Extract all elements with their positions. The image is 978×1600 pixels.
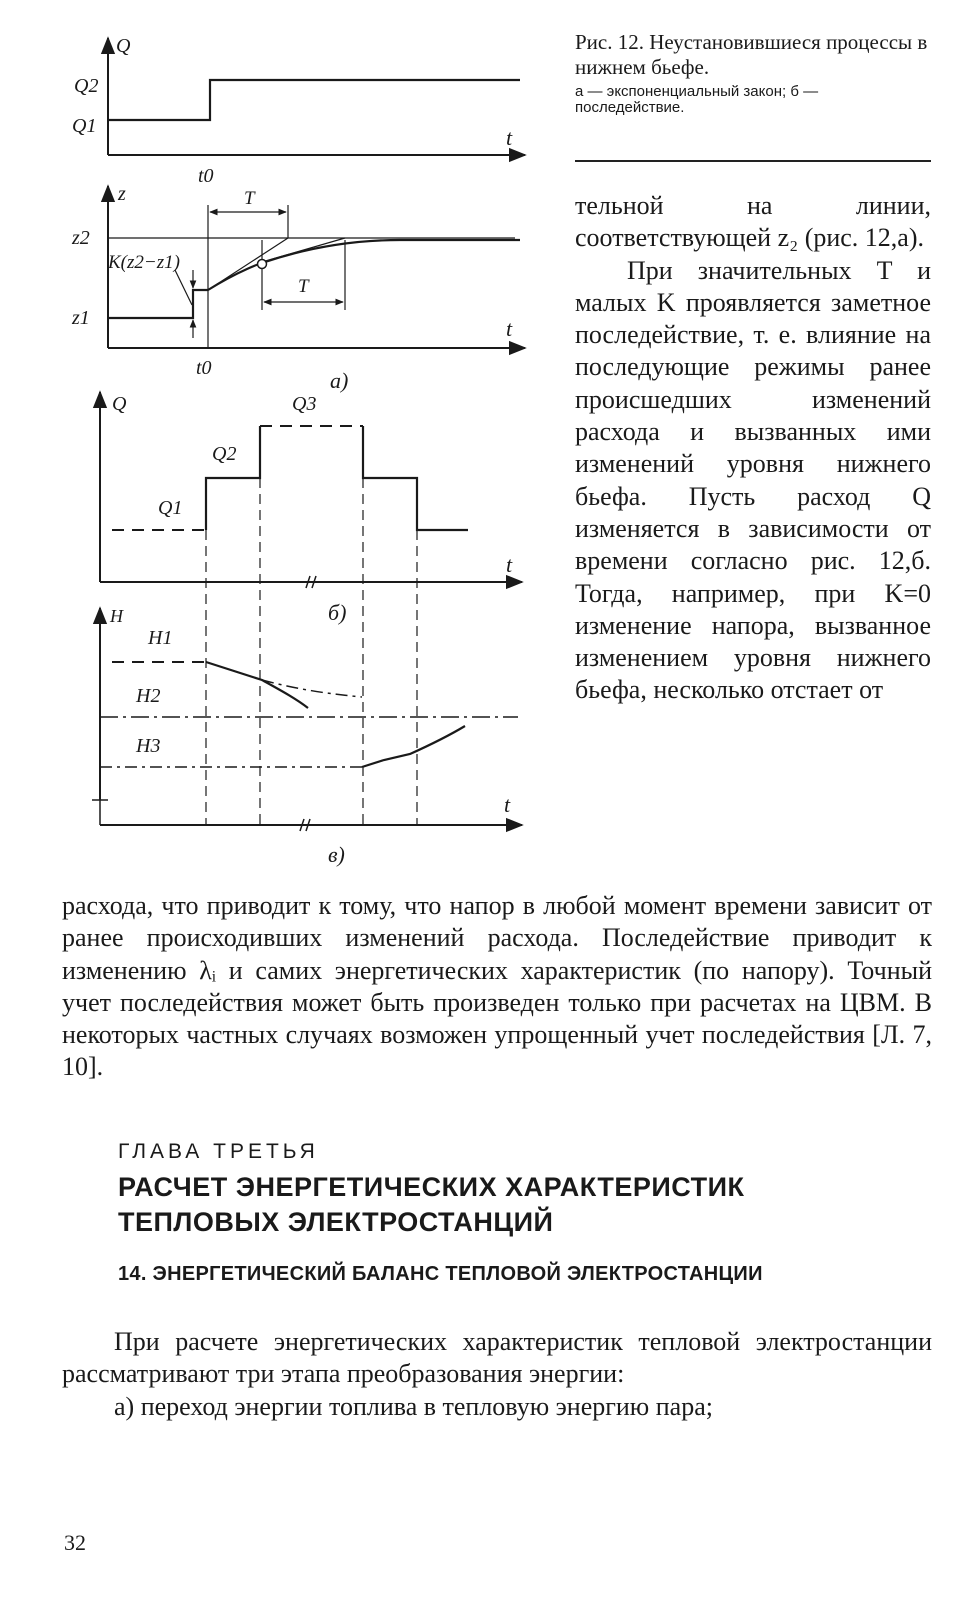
full-width-text bbox=[62, 890, 932, 1084]
caption-rule bbox=[575, 160, 931, 162]
T-top-label: T bbox=[244, 188, 255, 209]
panel-b-discharge bbox=[100, 392, 522, 588]
chapter-label: ГЛАВА ТРЕТЬЯ bbox=[118, 1140, 319, 1163]
body-paragraph-2: а) переход энергии топлива в тепловую энергию пара; bbox=[114, 1391, 713, 1421]
panel-c-label: в) bbox=[328, 842, 345, 867]
q-step-line bbox=[108, 80, 520, 120]
panel-a-label: а) bbox=[330, 368, 349, 393]
z2-label: z2 bbox=[72, 227, 90, 249]
q-axis-label: Q bbox=[116, 35, 131, 57]
q-staircase-left bbox=[206, 426, 260, 530]
page-number: 32 bbox=[64, 1530, 86, 1555]
caption-title: Рис. 12. Неустановившиеся процессы в нижнем бьефе. bbox=[575, 30, 928, 79]
side-text-column bbox=[575, 190, 931, 707]
caption-legend: а — экспоненциальный закон; б — последействие. bbox=[575, 83, 819, 116]
jump-label: K(z2−z1) bbox=[108, 252, 180, 273]
h-axis-label: H bbox=[110, 606, 123, 626]
z-response-curve bbox=[108, 290, 208, 318]
z-t-label: t bbox=[506, 316, 513, 341]
q1-label: Q1 bbox=[72, 115, 97, 137]
h2-label: H2 bbox=[136, 685, 161, 707]
z-t0-label: t0 bbox=[196, 357, 212, 379]
side-paragraph-2: При значительных T и малых K проявляется заметное последействие, т. е. влияние на последующие режимы ранее происшедших изменений расхода и вызванных ими изменений уровня нижнего бьефа. Пусть расход Q изменяется в зависимости от времени согласно рис. 12,б. Тогда, например, при K=0 изменение напора, вызванное изменением уровня нижнего бьефа, несколько отстает от bbox=[575, 255, 931, 705]
qb-q2-label: Q2 bbox=[212, 443, 237, 465]
z1-label: z1 bbox=[72, 307, 90, 329]
jump-leader bbox=[175, 270, 192, 305]
qb-axis-label: Q bbox=[112, 393, 127, 415]
body-paragraph-1: При расчете энергетических характеристик тепловой электростанции рассматривают три этапа преобразования энергии: bbox=[62, 1327, 932, 1389]
z-exponential-curve bbox=[208, 240, 520, 290]
q-t0-label: t0 bbox=[198, 165, 214, 187]
full-paragraph: расхода, что приводит к тому, что напор в любой момент времени зависит от ранее происходивших изменений расхода. Последействие приводит к изменению λᵢ и самих энергетических характеристик (по напору). Точный учет последействия может быть произведен только при расчетах на ЦВМ. В некоторых частных случаях возможен упрощенный учет последействия [Л. 7, 10]. bbox=[62, 891, 932, 1082]
panel-b-label: б) bbox=[328, 600, 347, 625]
h-t-label: t bbox=[504, 792, 511, 817]
qb-q1-label: Q1 bbox=[158, 497, 183, 519]
h1-solid-curve bbox=[206, 662, 308, 708]
qb-t-label: t bbox=[506, 552, 513, 577]
section-body bbox=[62, 1326, 932, 1423]
q2-label: Q2 bbox=[74, 75, 99, 97]
figure-12 bbox=[0, 0, 560, 880]
side-paragraph-1: тельной на линии, соответствующей z₂ (рис. 12,а). bbox=[575, 191, 931, 253]
h3-solid-curve bbox=[362, 726, 465, 767]
z-axis-label: z bbox=[118, 183, 126, 205]
h3-label: H3 bbox=[136, 735, 161, 757]
T-bottom-label: T bbox=[298, 276, 309, 297]
h1-label: H1 bbox=[148, 627, 173, 649]
qb-q3-label: Q3 bbox=[292, 393, 317, 415]
q-staircase-right bbox=[363, 426, 468, 530]
chapter-title: РАСЧЕТ ЭНЕРГЕТИЧЕСКИХ ХАРАКТЕРИСТИК ТЕПЛОВЫХ ЭЛЕКТРОСТАНЦИЙ bbox=[118, 1172, 745, 1237]
section-title: 14. ЭНЕРГЕТИЧЕСКИЙ БАЛАНС ТЕПЛОВОЙ ЭЛЕКТРОСТАНЦИИ bbox=[118, 1263, 763, 1285]
panel-q-step bbox=[108, 38, 525, 155]
tangent-point bbox=[258, 260, 267, 269]
q-t-label: t bbox=[506, 125, 513, 150]
figure-caption bbox=[575, 30, 930, 116]
